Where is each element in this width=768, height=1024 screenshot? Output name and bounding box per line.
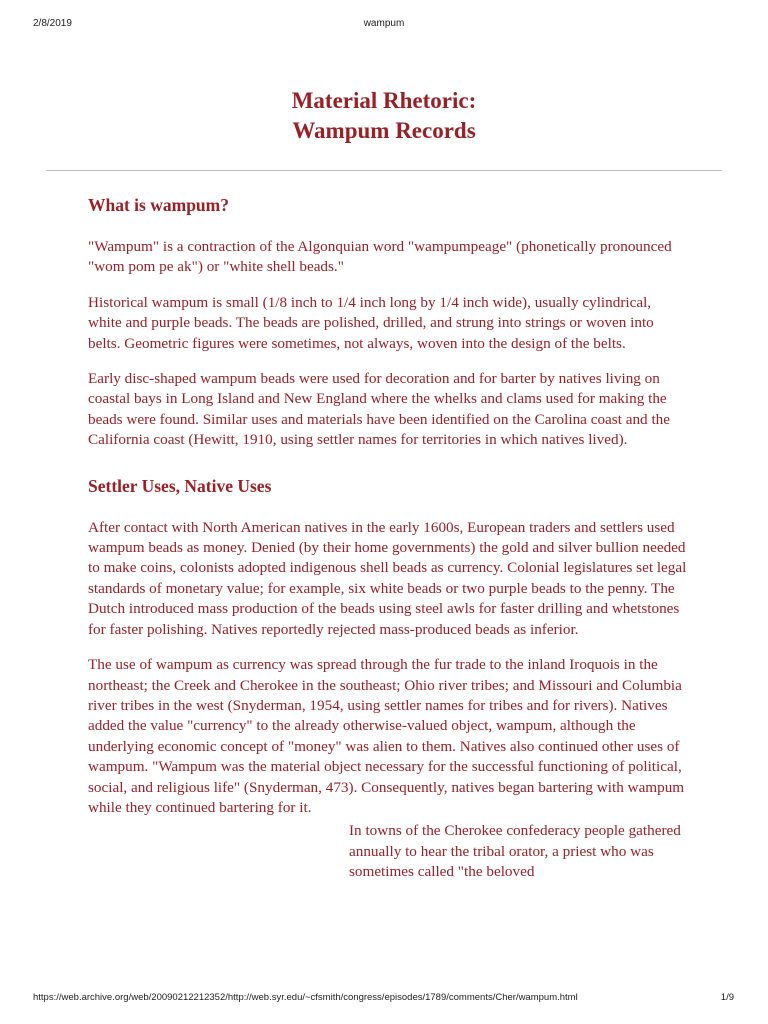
print-page-title: wampum xyxy=(363,18,405,29)
horizontal-divider xyxy=(46,170,722,171)
paragraph: Early disc-shaped wampum beads were used for decoration and for barter by natives living on coastal bays in Long Island and New England where the whelks and clams used for making the beads were found. Similar uses and materials have been identified on the Carolina coast and the California coast (Hewitt, 1910, using settler names for territories in which natives lived). xyxy=(88,370,670,449)
paragraph: "Wampum" is a contraction of the Algonquian word "wampumpeage" (phonetically pronounced "wom pom pe ak") or "white shell beads." xyxy=(88,238,672,276)
paragraph: The use of wampum as currency was spread through the fur trade to the inland Iroquois in the northeast; the Creek and Cherokee in the southeast; Ohio river tribes; and Missouri and Columbia river tribes in the west (Snyderman, 1954, using settler names for tribes and for rivers). Natives added the value "currency" to the already otherwise-valued object, wampum, although the underlying economic concept of "money" was alien to them. Natives also continued other uses of wampum. "Wampum was the material object necessary for the successful functioning of political, social, and religious life" (Snyderman, 473). Consequently, natives began bartering with wampum while they continued bartering for it. xyxy=(88,656,685,816)
paragraph: After contact with North American natives in the early 1600s, European traders and settlers used wampum beads as money. Denied (by their home governments) the gold and silver bullion needed to make coins, colonists adopted indigenous shell beads as currency. Colonial legislatures set legal standards of monetary value; for example, six white beads or two purple beads to the penny. The Dutch introduced mass production of the beads using steel awls for faster drilling and whetstones for faster polishing. Natives reportedly rejected mass-produced beads as inferior. xyxy=(88,518,687,638)
page-title-line-2: Wampum Records xyxy=(292,118,476,143)
page-title-line-1: Material Rhetoric: xyxy=(291,88,477,113)
article-body xyxy=(88,192,688,898)
print-header xyxy=(0,18,768,32)
section-heading-what-is-wampum: What is wampum? xyxy=(88,195,229,215)
page-title xyxy=(0,86,768,146)
print-url: https://web.archive.org/web/20090212212352/http://web.syr.edu/~cfsmith/congress/episodes/1789/comments/Cher/wampum.html xyxy=(33,992,578,1003)
paragraph-indented: In towns of the Cherokee confederacy people gathered annually to hear the tribal orator, a priest who was sometimes called "the beloved xyxy=(349,822,681,881)
page-number: 1/9 xyxy=(720,992,734,1003)
print-date: 2/8/2019 xyxy=(33,18,72,29)
section-heading-settler-uses: Settler Uses, Native Uses xyxy=(88,475,272,496)
paragraph: Historical wampum is small (1/8 inch to 1/4 inch long by 1/4 inch wide), usually cylindrical, white and purple beads. The beads are polished, drilled, and strung into strings or woven into belts. Geometric figures were sometimes, not always, woven into the design of the belts. xyxy=(88,293,654,352)
print-footer xyxy=(0,992,768,1006)
